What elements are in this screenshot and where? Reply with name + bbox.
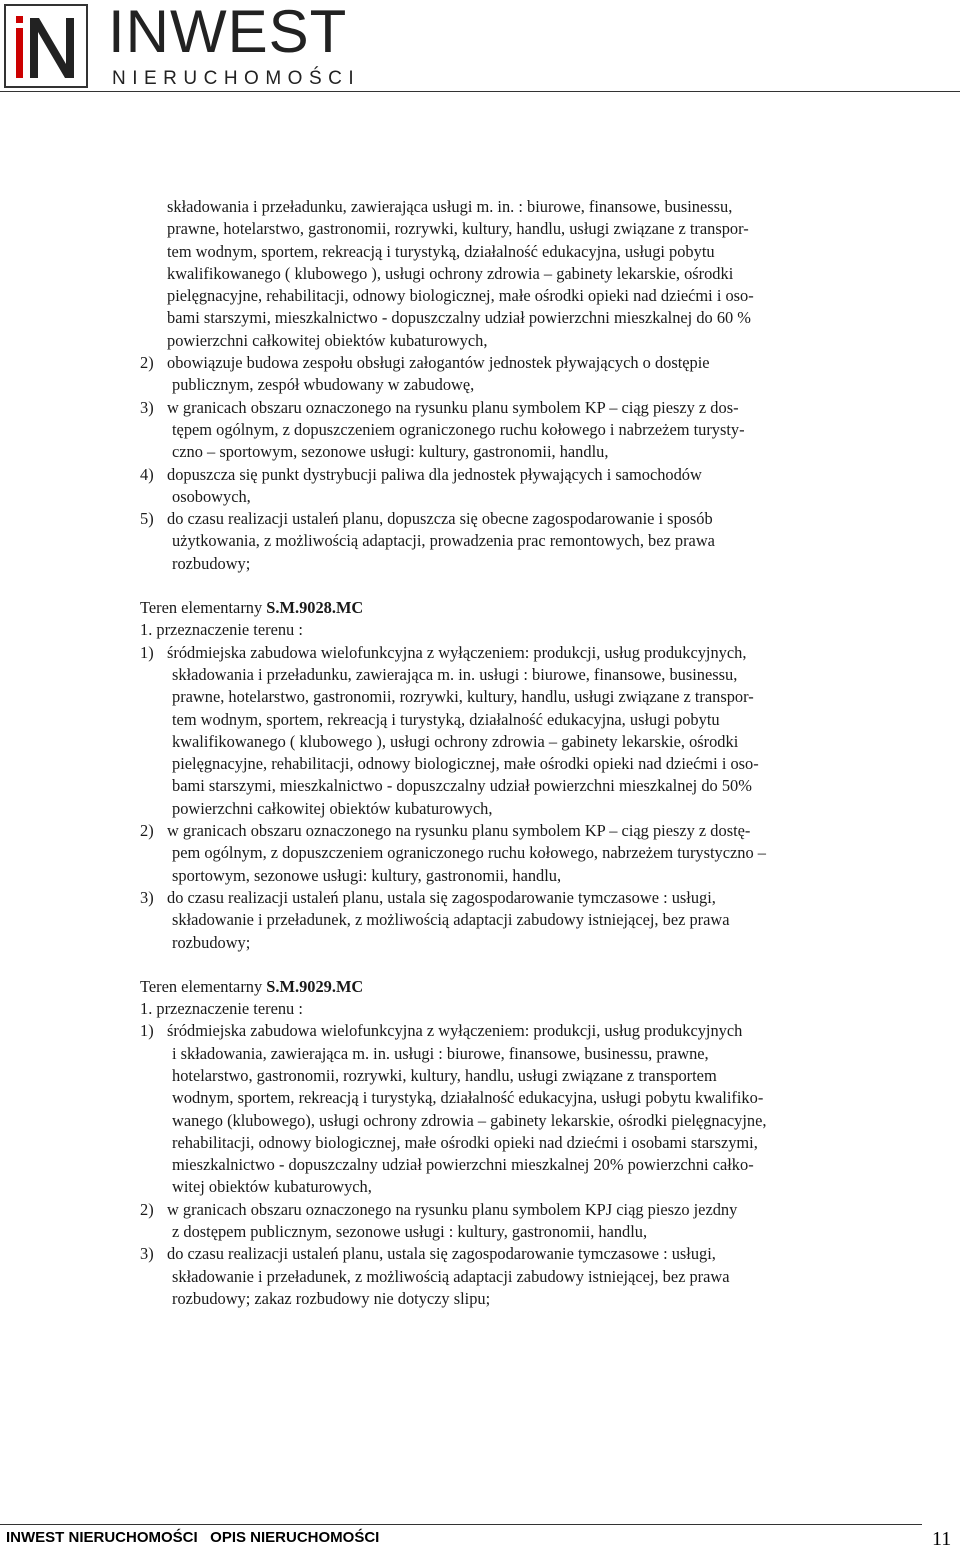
list-item-number: 3) (140, 397, 154, 417)
list-item-continuation: witej obiektów kubaturowych, (172, 1177, 372, 1197)
list-item (140, 887, 880, 909)
section-purpose: 1. przeznaczenie terenu : (140, 999, 303, 1019)
header-divider (0, 91, 960, 92)
intro-list (140, 352, 880, 575)
list-item-text: w granicach obszaru oznaczonego na rysunku planu symbolem KPJ ciąg pieszo jezdny (167, 1199, 738, 1219)
intro-line: kwalifikowanego ( klubowego ), usługi ochrony zdrowia – gabinety lekarskie, ośrodki (167, 263, 734, 283)
list-item-continuation: wanego (klubowego), usługi ochrony zdrowia – gabinety lekarskie, ośrodki pielęgnacyjne, (172, 1110, 767, 1130)
list-item-continuation: rozbudowy; zakaz rozbudowy nie dotyczy slipu; (172, 1288, 491, 1308)
section-s-m-9029-mc (140, 976, 880, 1310)
list-item-number: 2) (140, 821, 154, 841)
logo-mark (6, 6, 86, 86)
list-item-continuation: pielęgnacyjne, rehabilitacji, odnowy biologicznej, małe ośrodki opieki nad dziećmi i oso- (172, 754, 759, 774)
intro-line: pielęgnacyjne, rehabilitacji, odnowy biologicznej, małe ośrodki opieki nad dziećmi i oso- (167, 286, 754, 306)
intro-line: składowania i przeładunku, zawierająca usługi m. in. : biurowe, finansowe, businessu, (167, 197, 733, 216)
list-item-number: 4) (140, 464, 154, 484)
intro-line: tem wodnym, sportem, rekreacją i turystyką, działalność edukacyjna, usługi pobytu (167, 241, 715, 261)
list-item-text: dopuszcza się punkt dystrybucji paliwa dla jednostek pływających i samochodów (167, 464, 702, 484)
brand-subtitle: NIERUCHOMOŚCI (112, 68, 361, 89)
list-item-continuation: wodnym, sportem, rekreacją i turystyką, działalność edukacyjna, usługi pobytu kwalifiko- (172, 1088, 764, 1108)
brand-name: INWEST (108, 0, 348, 65)
page-number: 11 (932, 1528, 952, 1550)
list-item (140, 1199, 880, 1221)
section-heading (140, 976, 880, 998)
section-code: S.M.9029.MC (266, 976, 364, 996)
section-code: S.M.9028.MC (266, 598, 364, 618)
list-item-continuation: publicznym, zespół wbudowany w zabudowę, (172, 375, 475, 395)
list-item-continuation: użytkowania, z możliwością adaptacji, prowadzenia prac remontowych, bez prawa (172, 531, 715, 551)
list-item (140, 1020, 880, 1042)
section-purpose: 1. przeznaczenie terenu : (140, 620, 303, 640)
list-item (140, 1243, 880, 1265)
list-item-continuation: pem ogólnym, z dopuszczeniem ograniczonego ruchu kołowego, nabrzeżem turystyczno – (172, 843, 766, 863)
list-item-number: 3) (140, 887, 154, 907)
logo-icon (4, 4, 88, 88)
page-header (0, 0, 960, 92)
intro-line: prawne, hotelarstwo, gastronomii, rozrywki, kultury, handlu, usługi związane z transpor- (167, 219, 749, 239)
list-item-text: obowiązuje budowa zespołu obsługi załogantów jednostek pływających o dostępie (167, 353, 710, 373)
intro-line: powierzchni całkowitej obiektów kubaturowych, (167, 330, 488, 350)
list-item-continuation: sportowym, sezonowe usługi: kultury, gastronomii, handlu, (172, 865, 562, 885)
section-s-m-9028-mc (140, 597, 880, 954)
list-item-continuation: składowanie i przeładunek, z możliwością adaptacji zabudowy istniejącej, bez prawa (172, 1266, 730, 1286)
list-item-number: 2) (140, 353, 154, 373)
list-item-continuation: bami starszymi, mieszkalnictwo - dopuszczalny udział powierzchni mieszkalnej do 50% (172, 776, 752, 796)
list-item-text: do czasu realizacji ustaleń planu, ustala się zagospodarowanie tymczasowe : usługi, (167, 887, 716, 907)
list-item-continuation: rozbudowy; (172, 932, 251, 952)
list-item-text: do czasu realizacji ustaleń planu, ustala się zagospodarowanie tymczasowe : usługi, (167, 1244, 716, 1264)
list-item-continuation: rozbudowy; (172, 553, 251, 573)
footer-title: INWEST NIERUCHOMOŚCI OPIS NIERUCHOMOŚCI (6, 1529, 380, 1546)
section-label: Teren elementarny (140, 598, 267, 618)
list-item (140, 464, 880, 486)
section-label: Teren elementarny (140, 976, 267, 996)
list-item-continuation: osobowych, (172, 486, 251, 506)
list-item-continuation: tem wodnym, sportem, rekreacją i turystyką, działalność edukacyjna, usługi pobytu (172, 709, 720, 729)
section-heading (140, 597, 880, 619)
list-item-number: 3) (140, 1244, 154, 1264)
list-item-continuation: mieszkalnictwo - dopuszczalny udział powierzchni mieszkalnej 20% powierzchni całko- (172, 1155, 754, 1175)
list-item-text: śródmiejska zabudowa wielofunkcyjna z wyłączeniem: produkcji, usług produkcyjnych, (167, 642, 747, 662)
footer-divider (0, 1524, 922, 1525)
list-item-number: 1) (140, 642, 154, 662)
list-item-continuation: z dostępem publicznym, sezonowe usługi : kultury, gastronomii, handlu, (172, 1222, 648, 1242)
list-item-continuation: powierzchni całkowitej obiektów kubaturowych, (172, 798, 493, 818)
list-item-text: w granicach obszaru oznaczonego na rysunku planu symbolem KP – ciąg pieszy z dos- (167, 397, 739, 417)
list-item-text: do czasu realizacji ustaleń planu, dopuszcza się obecne zagospodarowanie i sposób (167, 509, 713, 529)
list-item-number: 1) (140, 1021, 154, 1041)
list-item-continuation: składowania i przeładunku, zawierająca m. in. usługi : biurowe, finansowe, businessu, (172, 664, 738, 684)
list-item-continuation: hotelarstwo, gastronomii, rozrywki, kultury, handlu, usługi związane z transportem (172, 1065, 717, 1085)
list-item (140, 352, 880, 374)
list-item-number: 2) (140, 1199, 154, 1219)
list-item-continuation: tępem ogólnym, z dopuszczeniem ograniczonego ruchu kołowego i nabrzeżem turysty- (172, 419, 745, 439)
list-item-continuation: składowanie i przeładunek, z możliwością adaptacji zabudowy istniejącej, bez prawa (172, 910, 730, 930)
list-item-continuation: i składowania, zawierająca m. in. usługi : biurowe, finansowe, businessu, prawne, (172, 1043, 709, 1063)
list-item (140, 820, 880, 842)
list-item-number: 5) (140, 509, 154, 529)
list-item-text: śródmiejska zabudowa wielofunkcyjna z wyłączeniem: produkcji, usług produkcyjnych (167, 1021, 743, 1041)
list-item (140, 397, 880, 419)
list-item-text: w granicach obszaru oznaczonego na rysunku planu symbolem KP – ciąg pieszy z dostę- (167, 821, 751, 841)
document-body (140, 196, 880, 1310)
list-item-continuation: kwalifikowanego ( klubowego ), usługi ochrony zdrowia – gabinety lekarskie, ośrodki (172, 731, 739, 751)
intro-line: bami starszymi, mieszkalnictwo - dopuszczalny udział powierzchni mieszkalnej do 60 % (167, 308, 751, 328)
list-item (140, 642, 880, 664)
list-item-continuation: rehabilitacji, odnowy biologicznej, małe ośrodki opieki nad dziećmi i osobami starszymi, (172, 1132, 758, 1152)
intro-paragraph (140, 196, 880, 352)
list-item (140, 508, 880, 530)
list-item-continuation: czno – sportowym, sezonowe usługi: kultury, gastronomii, handlu, (172, 442, 609, 462)
list-item-continuation: prawne, hotelarstwo, gastronomii, rozrywki, kultury, handlu, usługi związane z transpor- (172, 687, 754, 707)
